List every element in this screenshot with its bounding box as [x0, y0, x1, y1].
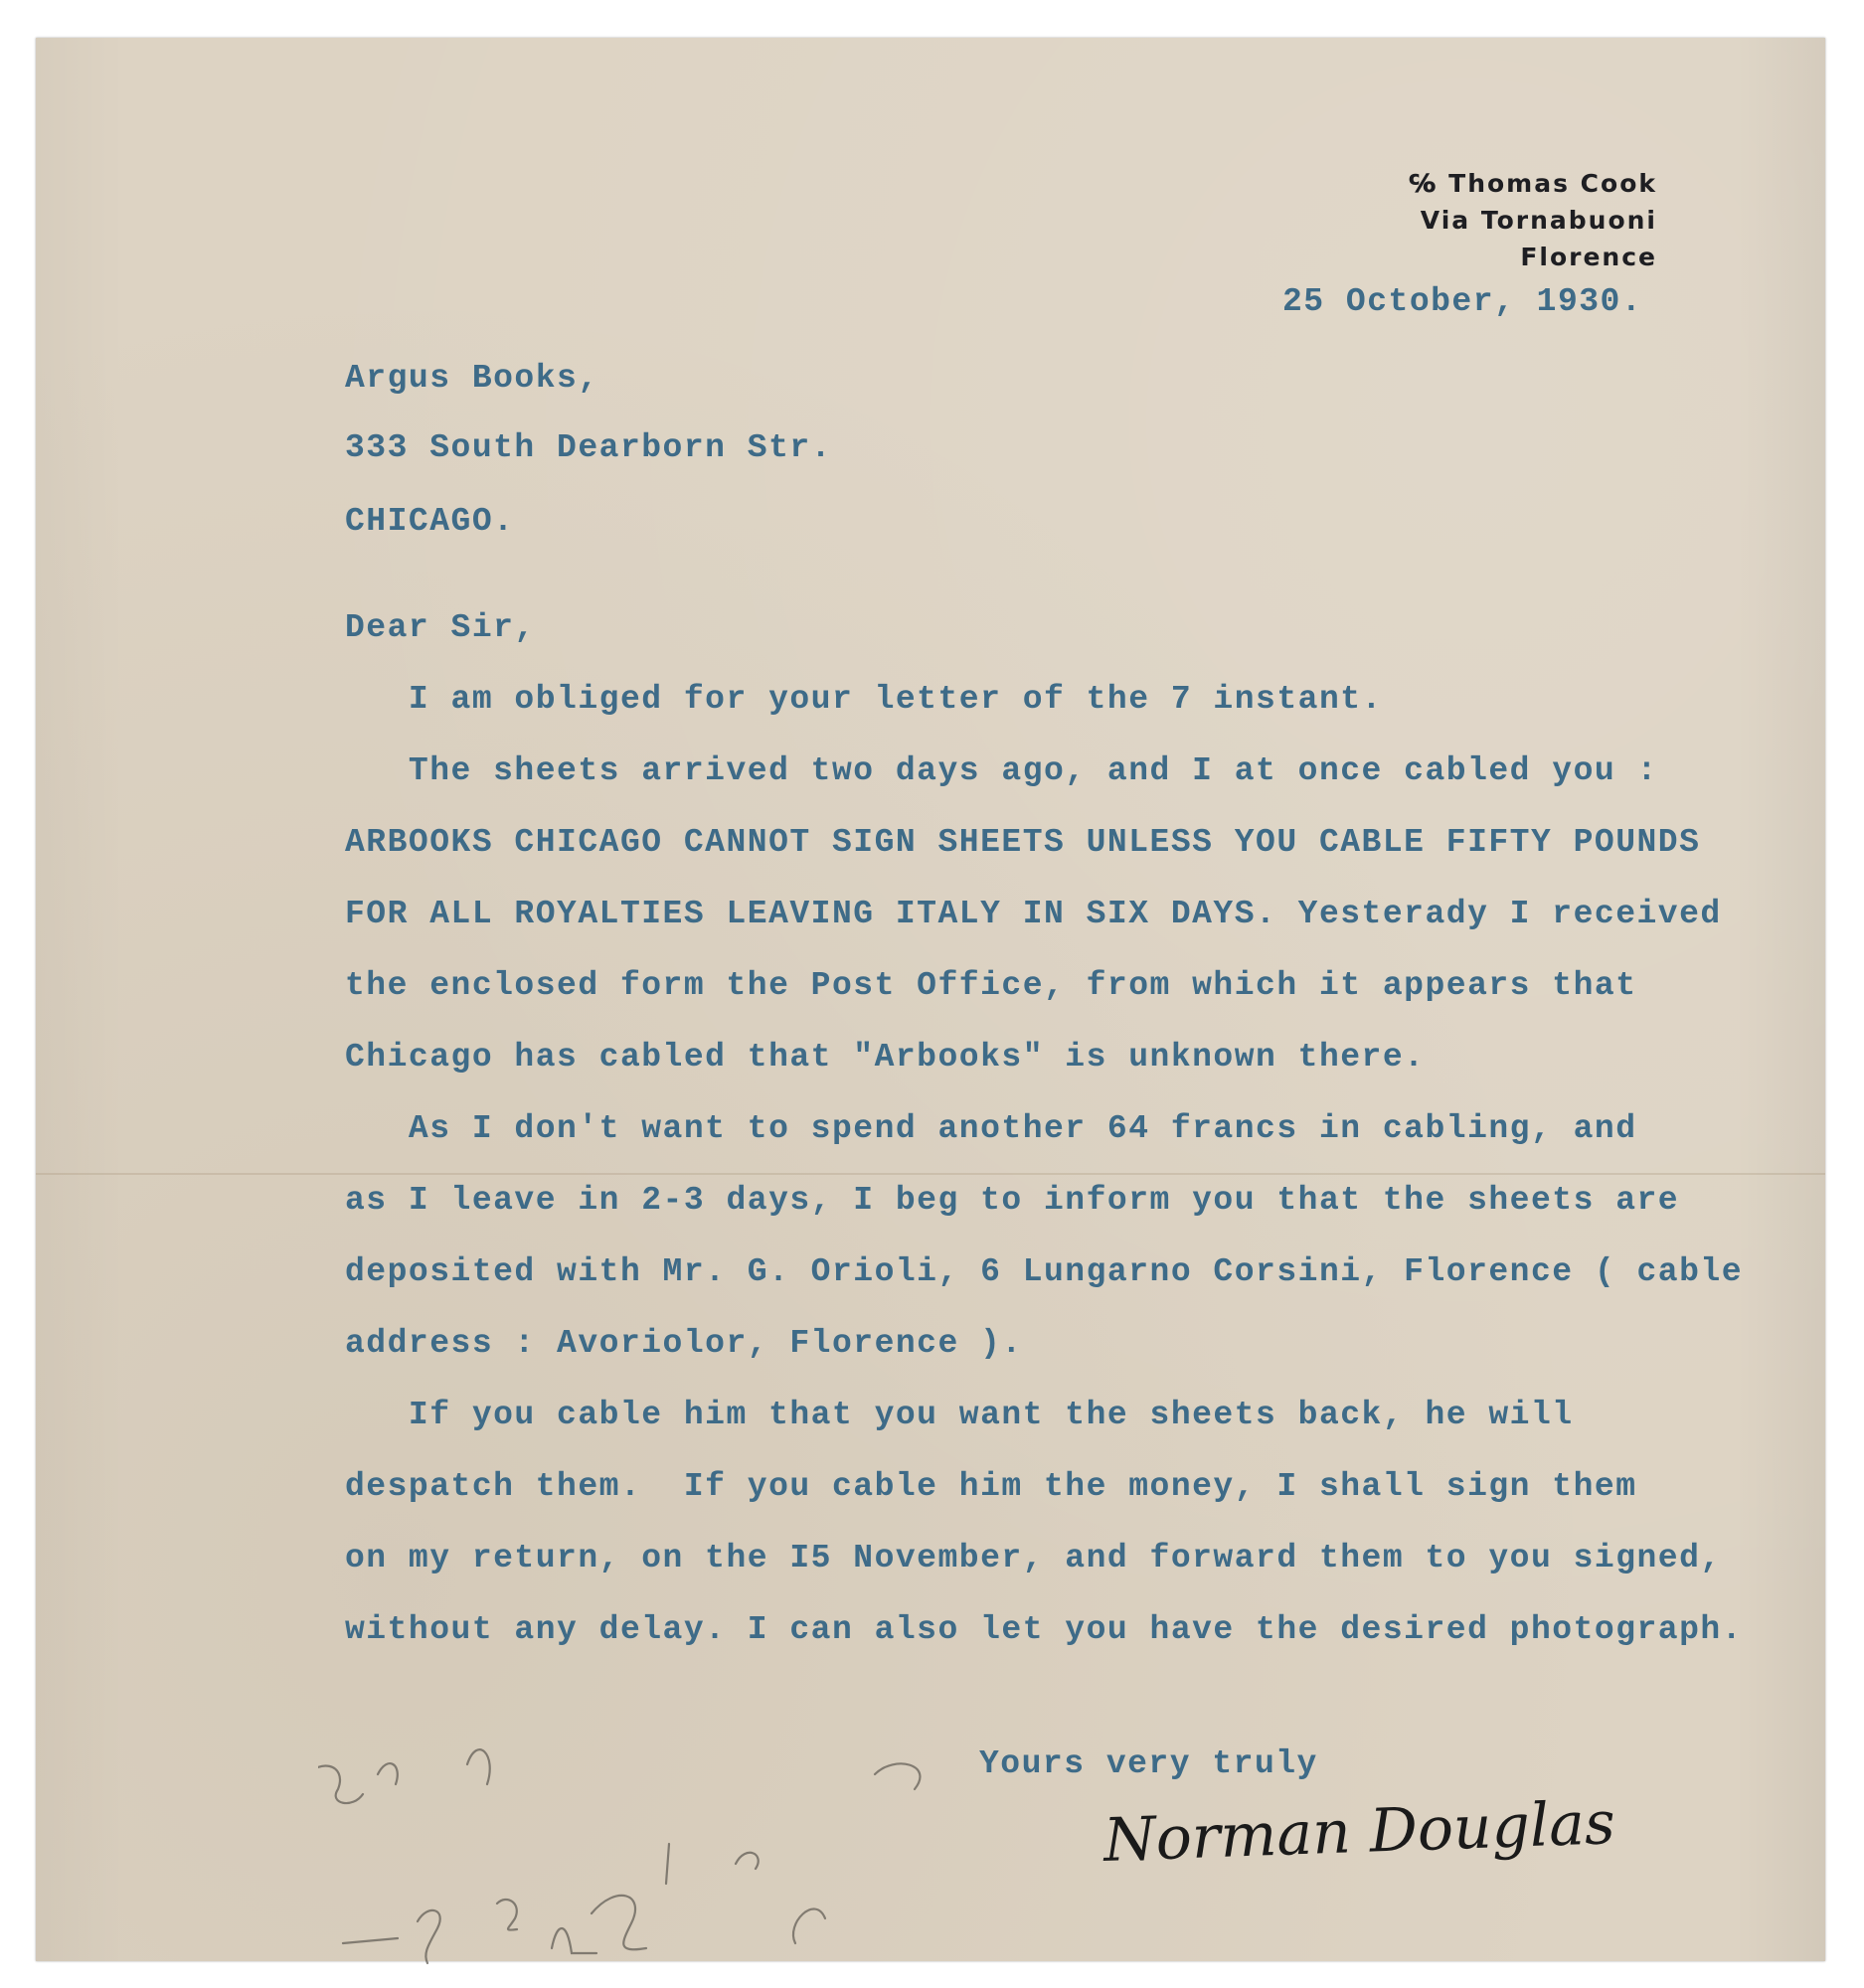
- signature: Norman Douglas: [1101, 1788, 1616, 1876]
- body-line: address : Avoriolor, Florence ).: [345, 1325, 1023, 1362]
- body-line: ARBOOKS CHICAGO CANNOT SIGN SHEETS UNLESS YOU CABLE FIFTY POUNDS: [345, 824, 1701, 861]
- body-line: As I don't want to spend another 64 francs in cabling, and: [345, 1110, 1637, 1147]
- letterhead-line-3: Florence: [1520, 243, 1657, 271]
- body-line: as I leave in 2-3 days, I beg to inform you that the sheets are: [345, 1182, 1680, 1219]
- salutation: Dear Sir,: [345, 609, 536, 646]
- pencil-marks-icon: [318, 1744, 1113, 1973]
- body-line: If you cable him that you want the sheets back, he will: [345, 1397, 1574, 1433]
- recipient-line-2: 333 South Dearborn Str.: [345, 429, 832, 466]
- body-line: despatch them. If you cable him the money, I shall sign them: [345, 1468, 1637, 1505]
- letterhead-line-2: Via Tornabuoni: [1420, 206, 1657, 235]
- closing: Yours very truly: [979, 1745, 1318, 1782]
- letter-date: 25 October, 1930.: [1282, 283, 1643, 320]
- body-line: Chicago has cabled that "Arbooks" is unknown there.: [345, 1039, 1426, 1076]
- recipient-line-3: CHICAGO.: [345, 503, 515, 540]
- paper-fold-line: [36, 1173, 1825, 1175]
- letterhead: [1409, 165, 1657, 275]
- recipient-line-1: Argus Books,: [345, 360, 599, 397]
- letterhead-line-1: ℅ Thomas Cook: [1409, 169, 1657, 198]
- body-line: the enclosed form the Post Office, from which it appears that: [345, 967, 1637, 1004]
- body-line: FOR ALL ROYALTIES LEAVING ITALY IN SIX DAYS. Yesterady I received: [345, 896, 1722, 932]
- body-line: I am obliged for your letter of the 7 instant.: [345, 681, 1383, 718]
- body-line: without any delay. I can also let you have the desired photograph.: [345, 1611, 1744, 1648]
- body-line: deposited with Mr. G. Orioli, 6 Lungarno Corsini, Florence ( cable: [345, 1253, 1744, 1290]
- body-line: The sheets arrived two days ago, and I at once cabled you :: [345, 752, 1658, 789]
- body-line: on my return, on the I5 November, and forward them to you signed,: [345, 1540, 1722, 1576]
